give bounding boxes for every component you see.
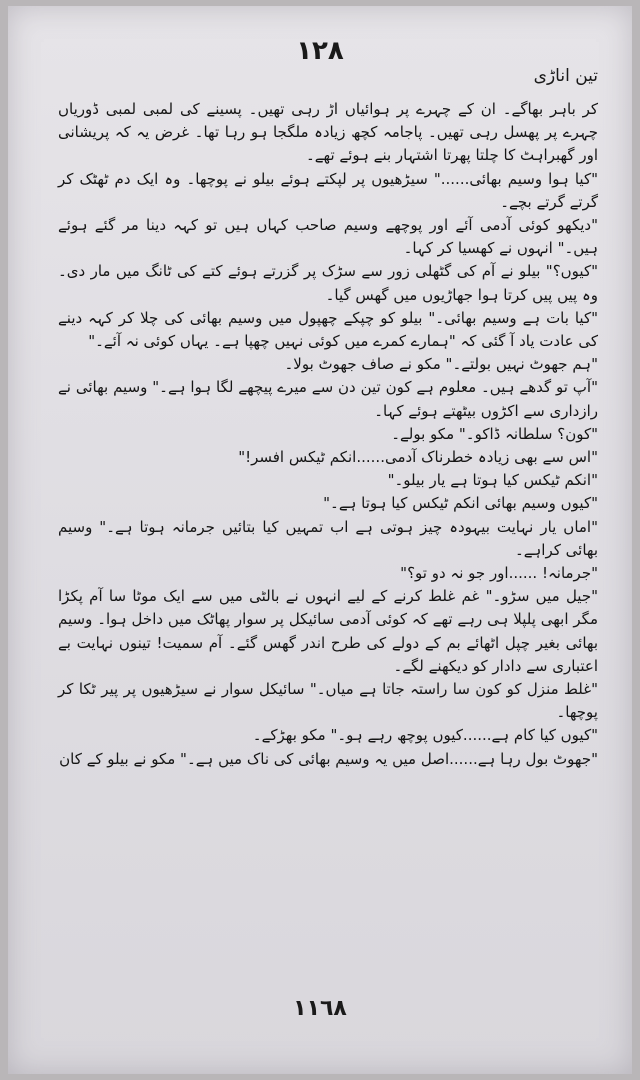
paragraph: "غلط منزل کو کون سا راستہ جاتا ہے میاں۔" سائیکل سوار نے سیڑھیوں پر پیر ٹکا کر پوچھا۔ [58,680,598,722]
paragraph: کر باہر بھاگے۔ ان کے چہرے پر ہوائیاں اڑ رہی تھیں۔ پسینے کی لمبی لمبی ڈوریاں چہرے پر پھسل رہی تھیں۔ پاجامہ کچھ زیادہ ملگجا ہو رہا تھا۔ غرض یہ کہ پریشانی اور گھبراہٹ کا چلتا پھرتا اشتہار بنے ہوئے تھے۔ [58,100,598,165]
paragraph: "انکم ٹیکس کیا ہوتا ہے یار بیلو۔" [387,471,598,490]
paragraph: "کیوں وسیم بھائی انکم ٹیکس کیا ہوتا ہے۔" [323,494,598,513]
paragraph: "کیا بات ہے وسیم بھائی۔" بیلو کو چپکے چھپول میں وسیم بھائی کی چلا کر کہہ دینے کی عادت یاد آ گئی کہ "ہمارے کمرے میں کوئی نہیں چھپا ہے۔ یہاں کوئی نہ آئے۔" [58,308,598,351]
paragraph: "اس سے بھی زیادہ خطرناک آدمی......انکم ٹیکس افسر!" [238,448,598,467]
body-text [58,98,598,771]
paragraph: "آپ تو گدھے ہیں۔ معلوم ہے کون تین دن سے میرے پیچھے لگا ہوا ہے۔" وسیم بھائی نے رازداری سے اکڑوں بیٹھتے ہوئے کہا۔ [58,378,598,420]
paragraph: "جیل میں سڑو۔" غم غلط کرنے کے لیے انہوں نے بالٹی میں سے ایک موٹا سا آم پکڑا مگر ابھی پلپلا ہی رہے تھے کہ کوئی آدمی سائیکل پر سوار پھاٹک میں داخل ہوا۔ وسیم بھائی بغیر چپل اٹھائے بم کے دولے کی طرح اندر گھس گئے۔ آم سمیت! تینوں نہایت بے اعتباری سے دادار کو دیکھنے لگے۔ [58,587,598,675]
paragraph: "کیا ہوا وسیم بھائی......" سیڑھیوں پر لپکتے ہوئے بیلو نے پوچھا۔ وہ ایک دم ٹھٹک کر گرتے گرتے بچے۔ [58,169,598,211]
paragraph: "جھوٹ بول رہا ہے......اصل میں یہ وسیم بھائی کی ناک میں ہے۔" مکو نے بیلو کے کان [59,749,598,768]
running-head-title: تین اناڑی [533,66,598,86]
paragraph: "کیوں؟" بیلو نے آم کی گٹھلی زور سے سڑک پر گزرتے ہوئے کتے کی ٹانگ میں مار دی۔ وہ پیں پیں کرتا ہوا جھاڑیوں میں گھس گیا۔ [58,262,598,304]
paragraph: "ہم جھوٹ نہیں بولتے۔" مکو نے صاف جھوٹ بولا۔ [284,355,598,374]
paragraph: "کون؟ سلطانہ ڈاکو۔" مکو بولے۔ [391,424,598,443]
paragraph: "دیکھو کوئی آدمی آئے اور پوچھے وسیم صاحب کہاں ہیں تو کہہ دینا مر گئے ہوئے ہیں۔" انہوں نے کھسیا کر کہا۔ [58,216,598,258]
book-page [8,6,632,1074]
paragraph: "کیوں کیا کام ہے......کیوں پوچھ رہے ہو۔" مکو بھڑکے۔ [252,726,598,745]
paragraph: "اماں یار نہایت بیہودہ چیز ہوتی ہے اب تمہیں کیا بتائیں جرمانہ ہوتا ہے۔" وسیم بھائی کراہے۔ [58,517,598,559]
page-number: ١٢٨ [296,36,344,66]
paragraph: "جرمانہ! ......اور جو نہ دو تو؟" [400,564,598,583]
footer-page-number: ١١٦٨ [293,996,347,1021]
